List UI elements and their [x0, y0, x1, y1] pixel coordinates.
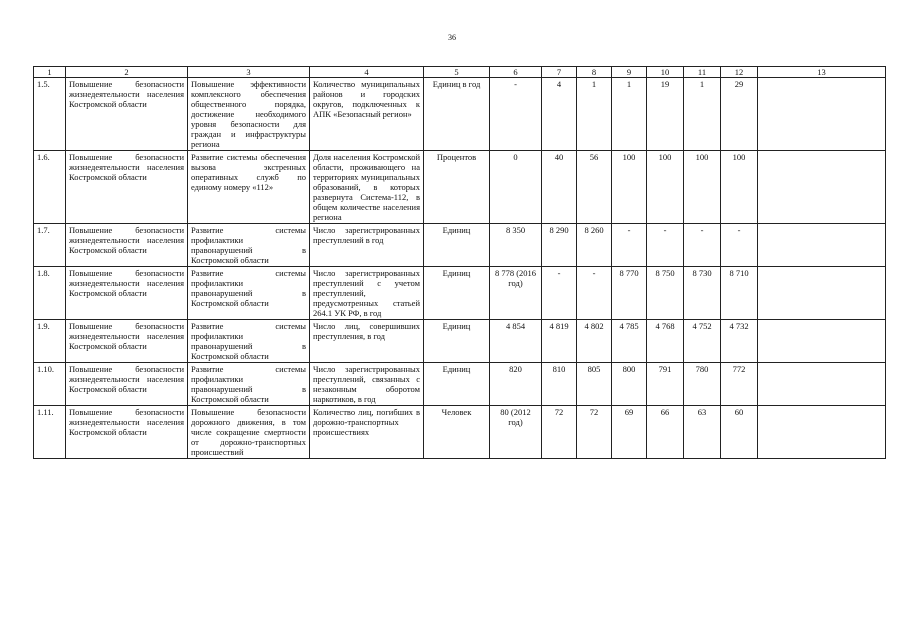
column-header: 8 — [577, 67, 612, 78]
value-cell: 8 350 — [490, 224, 542, 267]
unit-cell: Единиц — [424, 320, 490, 363]
task-cell: Повышение эффективности комплексного обеспечения общественного порядка, достижение необходимого уровня безопасности для граждан и инфраструктуры региона — [188, 78, 310, 151]
value-cell: 66 — [647, 406, 684, 459]
page-number: 36 — [448, 33, 456, 42]
value-cell: 56 — [577, 151, 612, 224]
value-cell: 72 — [542, 406, 577, 459]
value-cell: 4 819 — [542, 320, 577, 363]
goal-cell: Повышение безопасности жизнедеятельности населения Костромской области — [66, 78, 188, 151]
value-cell: 40 — [542, 151, 577, 224]
value-cell: 63 — [684, 406, 721, 459]
column-header: 3 — [188, 67, 310, 78]
value-cell: 1 — [612, 78, 647, 151]
column-header: 2 — [66, 67, 188, 78]
note-cell — [758, 267, 886, 320]
value-cell: 800 — [612, 363, 647, 406]
value-cell: 4 802 — [577, 320, 612, 363]
table-row — [34, 78, 886, 151]
column-header: 12 — [721, 67, 758, 78]
note-cell — [758, 151, 886, 224]
table-row — [34, 267, 886, 320]
value-cell: 4 785 — [612, 320, 647, 363]
note-cell — [758, 406, 886, 459]
value-cell: 100 — [684, 151, 721, 224]
unit-cell: Единиц — [424, 224, 490, 267]
value-cell: - — [721, 224, 758, 267]
note-cell — [758, 78, 886, 151]
value-cell: 100 — [612, 151, 647, 224]
value-cell: 60 — [721, 406, 758, 459]
indicator-cell: Число зарегистрированных преступлений в год — [310, 224, 424, 267]
column-header: 5 — [424, 67, 490, 78]
indicator-cell: Количество лиц, погибших в дорожно-транспортных происшествиях — [310, 406, 424, 459]
note-cell — [758, 363, 886, 406]
value-cell: - — [612, 224, 647, 267]
value-cell: 805 — [577, 363, 612, 406]
row-number: 1.11. — [34, 406, 66, 459]
value-cell: 1 — [684, 78, 721, 151]
row-number: 1.7. — [34, 224, 66, 267]
value-cell: 8 750 — [647, 267, 684, 320]
value-cell: 69 — [612, 406, 647, 459]
value-cell: - — [542, 267, 577, 320]
column-header: 1 — [34, 67, 66, 78]
row-number: 1.10. — [34, 363, 66, 406]
column-header: 11 — [684, 67, 721, 78]
column-header: 9 — [612, 67, 647, 78]
value-cell: 4 — [542, 78, 577, 151]
value-cell: 8 290 — [542, 224, 577, 267]
unit-cell: Человек — [424, 406, 490, 459]
value-cell: 8 260 — [577, 224, 612, 267]
value-cell: 810 — [542, 363, 577, 406]
column-header: 13 — [758, 67, 886, 78]
column-header: 10 — [647, 67, 684, 78]
unit-cell: Процентов — [424, 151, 490, 224]
indicators-table — [33, 66, 886, 459]
goal-cell: Повышение безопасности жизнедеятельности населения Костромской области — [66, 224, 188, 267]
task-cell: Развитие системы профилактики правонарушений в Костромской области — [188, 363, 310, 406]
indicator-cell: Число зарегистрированных преступлений, связанных с незаконным оборотом наркотиков, в год — [310, 363, 424, 406]
column-header: 7 — [542, 67, 577, 78]
note-cell — [758, 320, 886, 363]
value-cell: 4 854 — [490, 320, 542, 363]
goal-cell: Повышение безопасности жизнедеятельности населения Костромской области — [66, 363, 188, 406]
value-cell: - — [647, 224, 684, 267]
value-cell: 4 752 — [684, 320, 721, 363]
value-cell: 0 — [490, 151, 542, 224]
value-cell: 820 — [490, 363, 542, 406]
indicator-cell: Число лиц, совершивших преступления, в год — [310, 320, 424, 363]
unit-cell: Единиц — [424, 363, 490, 406]
task-cell: Развитие системы профилактики правонарушений в Костромской области — [188, 267, 310, 320]
task-cell: Развитие системы профилактики правонарушений в Костромской области — [188, 320, 310, 363]
task-cell: Развитие системы обеспечения вызова экстренных оперативных служб по единому номеру «112» — [188, 151, 310, 224]
value-cell: 8 778 (2016 год) — [490, 267, 542, 320]
goal-cell: Повышение безопасности жизнедеятельности населения Костромской области — [66, 267, 188, 320]
row-number: 1.8. — [34, 267, 66, 320]
value-cell: 19 — [647, 78, 684, 151]
table-row — [34, 320, 886, 363]
table-row — [34, 224, 886, 267]
value-cell: - — [577, 267, 612, 320]
table-row — [34, 363, 886, 406]
goal-cell: Повышение безопасности жизнедеятельности населения Костромской области — [66, 406, 188, 459]
column-header: 6 — [490, 67, 542, 78]
row-number: 1.5. — [34, 78, 66, 151]
column-header: 4 — [310, 67, 424, 78]
value-cell: 4 768 — [647, 320, 684, 363]
value-cell: 8 710 — [721, 267, 758, 320]
indicator-cell: Доля населения Костромской области, проживающего на территориях муниципальных образований, в которых развернута Система-112, в общем количестве населения региона — [310, 151, 424, 224]
value-cell: 1 — [577, 78, 612, 151]
value-cell: 772 — [721, 363, 758, 406]
value-cell: 4 732 — [721, 320, 758, 363]
value-cell: 8 730 — [684, 267, 721, 320]
task-cell: Развитие системы профилактики правонарушений в Костромской области — [188, 224, 310, 267]
indicator-cell: Количество муниципальных районов и городских округов, подключенных к АПК «Безопасный регион» — [310, 78, 424, 151]
value-cell: 29 — [721, 78, 758, 151]
indicator-cell: Число зарегистрированных преступлений с учетом преступлений, предусмотренных статьей 264.1 УК РФ, в год — [310, 267, 424, 320]
value-cell: 791 — [647, 363, 684, 406]
value-cell: 100 — [647, 151, 684, 224]
goal-cell: Повышение безопасности жизнедеятельности населения Костромской области — [66, 151, 188, 224]
column-number-row — [34, 67, 886, 78]
value-cell: 72 — [577, 406, 612, 459]
unit-cell: Единиц — [424, 267, 490, 320]
value-cell: 80 (2012 год) — [490, 406, 542, 459]
row-number: 1.9. — [34, 320, 66, 363]
task-cell: Повышение безопасности дорожного движения, в том числе сокращение смертности от дорожно-транспортных происшествий — [188, 406, 310, 459]
value-cell: 780 — [684, 363, 721, 406]
unit-cell: Единиц в год — [424, 78, 490, 151]
value-cell: 100 — [721, 151, 758, 224]
table-row — [34, 151, 886, 224]
value-cell: - — [684, 224, 721, 267]
value-cell: 8 770 — [612, 267, 647, 320]
table-row — [34, 406, 886, 459]
value-cell: - — [490, 78, 542, 151]
note-cell — [758, 224, 886, 267]
row-number: 1.6. — [34, 151, 66, 224]
goal-cell: Повышение безопасности жизнедеятельности населения Костромской области — [66, 320, 188, 363]
